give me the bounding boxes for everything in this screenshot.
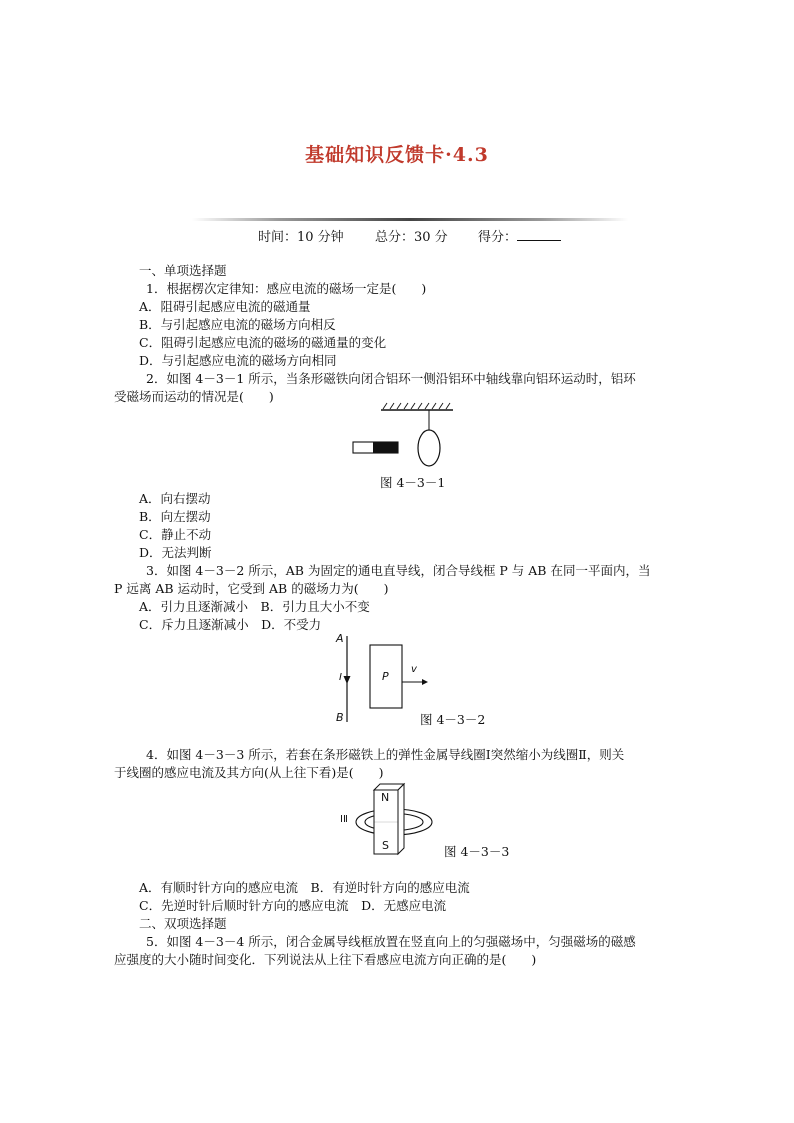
figure-4-3-3-caption: 图 4－3－3 [444, 844, 510, 859]
q3-options-cd: C．斥力且逐渐减小 D．不受力 [139, 617, 322, 632]
figure-4-3-2 [330, 630, 430, 725]
q5-stem-line2: 应强度的大小随时间变化．下列说法从上往下看感应电流方向正确的是( ) [114, 952, 537, 967]
q1-option-b: B．与引起感应电流的磁场方向相反 [139, 317, 336, 332]
frame-p-label: P [382, 670, 389, 683]
score-blank [517, 228, 561, 241]
figure-4-3-2-caption: 图 4－3－2 [420, 712, 486, 727]
figure-4-3-1-caption: 图 4－3－1 [380, 475, 446, 490]
q3-options-ab: A．引力且逐渐减小 B．引力且大小不变 [139, 599, 370, 614]
q2-stem-line2: 受磁场而运动的情况是( ) [114, 389, 274, 404]
q2-option-a: A．向右摆动 [139, 491, 211, 506]
score-label: 得分： [478, 230, 518, 245]
score-field [478, 226, 561, 245]
q1-option-c: C．阻碍引起感应电流的磁场的磁通量的变化 [139, 335, 387, 350]
q4-stem-line2: 于线圈的感应电流及其方向(从上往下看)是( ) [114, 765, 384, 780]
q2-option-c: C．静止不动 [139, 527, 212, 542]
q5-stem-line1: 5．如图 4－3－4 所示，闭合金属导线框放置在竖直向上的匀强磁场中，匀强磁场的磁感 [146, 934, 636, 949]
time-info: 时间：10 分钟 [258, 230, 344, 245]
q2-option-d: D．无法判断 [139, 545, 212, 560]
section-double-choice: 二、双项选择题 [139, 916, 227, 931]
q4-options-ab: A．有顺时针方向的感应电流 B．有逆时针方向的感应电流 [139, 880, 470, 895]
q4-stem-line1: 4．如图 4－3－3 所示，若套在条形磁铁上的弹性金属导线圈Ⅰ突然缩小为线圈Ⅱ，则关 [146, 747, 625, 762]
page-title: 基础知识反馈卡·4.3 [305, 144, 489, 166]
q1-stem: 1．根据楞次定律知：感应电流的磁场一定是( ) [146, 281, 427, 296]
q4-options-cd: C．先逆时针后顺时针方向的感应电流 D．无感应电流 [139, 898, 447, 913]
q2-stem-line1: 2．如图 4－3－1 所示，当条形磁铁向闭合铝环一侧沿铝环中轴线靠向铝环运动时，铝环 [146, 371, 636, 386]
figure-4-3-3 [338, 782, 443, 860]
section-single-choice: 一、单项选择题 [139, 263, 227, 278]
q3-stem-line2: P 远离 AB 运动时，它受到 AB 的磁场力为( ) [114, 581, 389, 596]
q1-option-a: A．阻碍引起感应电流的磁通量 [139, 299, 311, 314]
wire-end-b-label: B [336, 711, 344, 724]
north-pole-label: N [381, 791, 390, 804]
coil-labels: ⅠⅡ [340, 814, 348, 825]
current-label: I [339, 672, 342, 683]
total-score-info: 总分：30 分 [375, 230, 448, 245]
velocity-label: v [411, 664, 417, 675]
wire-end-a-label: A [336, 632, 344, 645]
q3-stem-line1: 3．如图 4－3－2 所示，AB 为固定的通电直导线，闭合导线框 P 与 AB 在同一平面内，当 [146, 563, 651, 578]
title-divider [192, 218, 628, 221]
q1-option-d: D．与引起感应电流的磁场方向相同 [139, 353, 337, 368]
south-pole-label: S [382, 839, 389, 852]
figure-4-3-1 [345, 400, 465, 475]
q2-option-b: B．向左摆动 [139, 509, 211, 524]
